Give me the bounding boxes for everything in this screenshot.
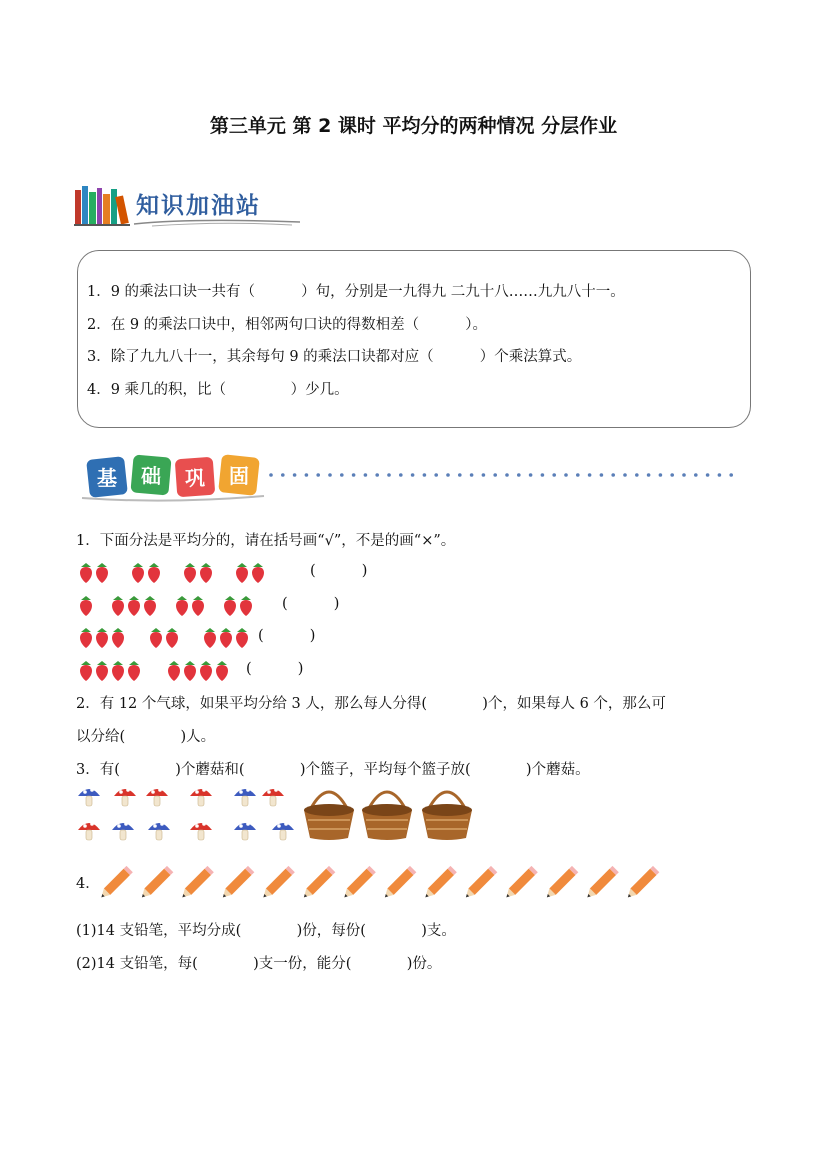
basket-icon [362, 792, 412, 840]
divider-dot [458, 473, 462, 477]
pencil-icon [584, 866, 619, 900]
divider-dot [552, 473, 556, 477]
basic-banner-char-2: 础 [141, 464, 161, 488]
divider-dot [729, 473, 733, 477]
question-2-line-1: 2．有 12 个气球，如果平均分给 3 人，那么每人分得( )个，如果每人 6 个，那么可 [76, 696, 666, 712]
question-4-label: 4． [76, 876, 100, 892]
strawberry-row-1 [76, 561, 316, 585]
divider-dot [482, 473, 486, 477]
divider-dot [670, 473, 674, 477]
divider-dot [706, 473, 710, 477]
divider-dot [635, 473, 639, 477]
mushroom-icon [234, 788, 256, 806]
mushroom-icon [190, 788, 212, 806]
strawberry-icon [184, 661, 196, 681]
divider-dot [328, 473, 332, 477]
answer-paren-4[interactable]: ( ) [246, 661, 304, 677]
strawberry-icon [224, 596, 236, 616]
divider-dot [423, 473, 427, 477]
divider-dot [659, 473, 663, 477]
pencil-icon [463, 866, 498, 900]
pencil-icon [503, 866, 538, 900]
strawberry-icon [80, 596, 92, 616]
pencil-icon [341, 866, 376, 900]
banner-underline [132, 216, 302, 228]
divider-dot [305, 473, 309, 477]
knowledge-item-4: 4．9 乘几的积，比（ ）少几。 [87, 382, 349, 398]
knowledge-item-3: 3．除了九九八十一，其余每句 9 的乘法口诀都对应（ ）个乘法算式。 [87, 349, 582, 365]
question-4-sub-1: (1)14 支铅笔，平均分成( )份，每份( )支。 [76, 923, 456, 939]
basic-banner-char-3: 巩 [185, 466, 205, 490]
pencil-group [100, 862, 670, 900]
knowledge-banner [74, 182, 304, 232]
mushroom-icon [78, 822, 100, 840]
question-4-sub-2: (2)14 支铅笔，每( )支一份，能分( )份。 [76, 956, 442, 972]
strawberry-icon [112, 661, 124, 681]
divider-dot [411, 473, 415, 477]
mushroom-icon [190, 822, 212, 840]
divider-dot [588, 473, 592, 477]
basket-icon [422, 792, 472, 840]
strawberry-icon [150, 628, 162, 648]
page-title: 第三单元 第 2 课时 平均分的两种情况 分层作业 [209, 115, 618, 137]
divider-dot [316, 473, 320, 477]
basic-banner-tiles [78, 452, 268, 504]
strawberry-icon [200, 563, 212, 583]
strawberry-icon [112, 628, 124, 648]
knowledge-banner-title: 知识加油站 [136, 193, 261, 219]
mushroom-icon [272, 822, 294, 840]
strawberry-icon [80, 628, 92, 648]
strawberry-icon [200, 661, 212, 681]
pencil-icon [422, 866, 457, 900]
divider-dot [493, 473, 497, 477]
dotted-divider [268, 472, 738, 478]
books-icon [74, 184, 130, 226]
strawberry-icon [166, 628, 178, 648]
pencil-icon [220, 866, 255, 900]
pencil-icon [544, 866, 579, 900]
divider-dot [470, 473, 474, 477]
divider-dot [281, 473, 285, 477]
knowledge-box [77, 250, 751, 428]
mushroom-icon [262, 788, 284, 806]
strawberry-icon [128, 596, 140, 616]
strawberry-icon [240, 596, 252, 616]
divider-dot [446, 473, 450, 477]
divider-dot [541, 473, 545, 477]
strawberry-icon [96, 661, 108, 681]
divider-dot [434, 473, 438, 477]
answer-paren-3[interactable]: ( ) [258, 628, 316, 644]
divider-dot [576, 473, 580, 477]
divider-dot [611, 473, 615, 477]
divider-dot [682, 473, 686, 477]
answer-paren-2[interactable]: ( ) [282, 596, 340, 612]
divider-dot [505, 473, 509, 477]
pencil-icon [100, 866, 133, 900]
divider-dot [517, 473, 521, 477]
divider-dot [293, 473, 297, 477]
mushroom-icon [112, 822, 134, 840]
divider-dot [352, 473, 356, 477]
basic-banner [78, 452, 268, 504]
answer-paren-1[interactable]: ( ) [310, 563, 368, 579]
mushroom-icon [78, 788, 100, 806]
strawberry-icon [204, 628, 216, 648]
strawberry-icon [216, 661, 228, 681]
question-2-line-2: 以分给( )人。 [76, 729, 216, 745]
divider-dot [387, 473, 391, 477]
basket-group [302, 780, 472, 844]
divider-dot [718, 473, 722, 477]
question-1: 1．下面分法是平均分的，请在括号画“√”，不是的画“×”。 [76, 533, 456, 549]
pencil-icon [139, 866, 174, 900]
divider-dot [375, 473, 379, 477]
mushroom-icon [148, 822, 170, 840]
mushroom-group [76, 782, 306, 848]
pencil-icon [260, 866, 295, 900]
strawberry-icon [144, 596, 156, 616]
strawberry-icon [184, 563, 196, 583]
mushroom-icon [146, 788, 168, 806]
knowledge-item-2: 2．在 9 的乘法口诀中，相邻两句口诀的得数相差（ ）。 [87, 317, 488, 333]
divider-dot [340, 473, 344, 477]
basic-banner-char-1: 基 [97, 466, 117, 490]
divider-dot [694, 473, 698, 477]
mushroom-icon [234, 822, 256, 840]
strawberry-icon [80, 563, 92, 583]
strawberry-icon [168, 661, 180, 681]
strawberry-icon [252, 563, 264, 583]
strawberry-icon [236, 563, 248, 583]
divider-dot [529, 473, 533, 477]
divider-dot [399, 473, 403, 477]
basic-banner-char-4: 固 [229, 464, 249, 488]
strawberry-icon [192, 596, 204, 616]
strawberry-icon [220, 628, 232, 648]
pencil-icon [382, 866, 417, 900]
strawberry-icon [96, 628, 108, 648]
divider-dot [647, 473, 651, 477]
question-3: 3．有( )个蘑菇和( )个篮子，平均每个篮子放( )个蘑菇。 [76, 762, 590, 778]
strawberry-icon [132, 563, 144, 583]
divider-dot [364, 473, 368, 477]
divider-dot [623, 473, 627, 477]
strawberry-row-2 [76, 594, 316, 618]
strawberry-icon [112, 596, 124, 616]
knowledge-item-1: 1．9 的乘法口诀一共有（ ）句，分别是一九得九 二九十八……九九八十一。 [87, 284, 625, 300]
strawberry-icon [80, 661, 92, 681]
pencil-icon [625, 866, 660, 900]
divider-dot [564, 473, 568, 477]
basket-icon [304, 792, 354, 840]
mushroom-icon [114, 788, 136, 806]
strawberry-icon [176, 596, 188, 616]
divider-dot [600, 473, 604, 477]
strawberry-icon [148, 563, 160, 583]
strawberry-icon [96, 563, 108, 583]
pencil-icon [179, 866, 214, 900]
divider-dot [269, 473, 273, 477]
strawberry-icon [128, 661, 140, 681]
strawberry-icon [236, 628, 248, 648]
pencil-icon [301, 866, 336, 900]
